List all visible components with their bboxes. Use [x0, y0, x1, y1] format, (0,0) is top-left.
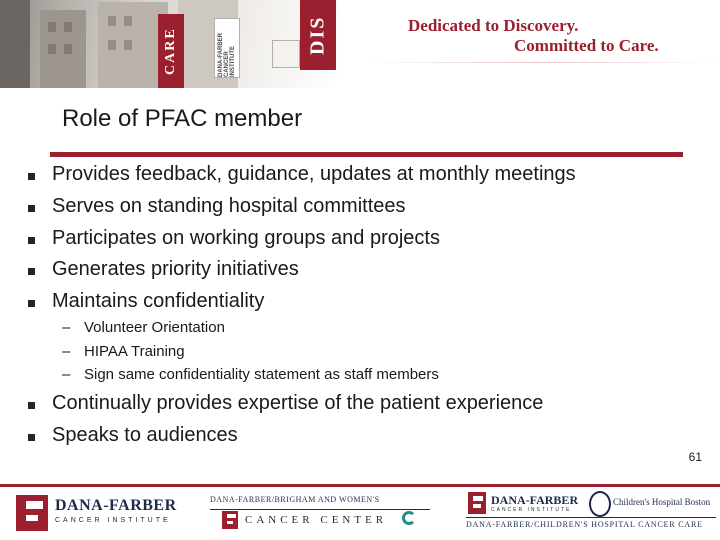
- bullet-item: [0, 289, 720, 321]
- small-sign: [272, 40, 300, 68]
- bullet-marker: [28, 205, 35, 212]
- slide-title: Role of PFAC member: [62, 105, 303, 132]
- building-shape: [40, 10, 86, 88]
- dfbw-rule: [210, 509, 430, 510]
- sub-bullet-text: HIPAA Training: [84, 343, 185, 360]
- childrens-hospital-name: Children's Hospital Boston: [613, 497, 711, 507]
- dfch-rule: [466, 517, 716, 518]
- dfci-logo-icon: [16, 495, 48, 531]
- bullet-text: Speaks to audiences: [52, 424, 238, 446]
- sub-bullet-dash: –: [62, 343, 71, 360]
- window-shape: [108, 40, 116, 50]
- bullet-item: [0, 257, 720, 289]
- banner-care: CARE: [158, 14, 184, 88]
- bullet-text: Maintains confidentiality: [52, 290, 265, 312]
- dfci-small-name: DANA-FARBER: [491, 493, 579, 507]
- building-sign: DANA-FARBER CANCER INSTITUTE: [214, 18, 240, 78]
- bullet-item: [0, 194, 720, 226]
- tagline-divider: [360, 62, 720, 63]
- window-shape: [48, 44, 56, 54]
- bullet-text: Continually provides expertise of the patient experience: [52, 392, 544, 414]
- bullet-marker: [28, 237, 35, 244]
- dfci-small-subtitle: CANCER INSTITUTE: [491, 507, 572, 513]
- dfbw-logo-icon: [222, 511, 238, 529]
- tagline-line1: Dedicated to Discovery.: [408, 16, 579, 35]
- sub-bullet-text: Sign same confidentiality statement as staff members: [84, 366, 439, 383]
- tagline-line2: Committed to Care.: [514, 36, 659, 55]
- dfbw-line2: CANCER CENTER: [245, 514, 388, 526]
- header-banner: [0, 0, 720, 88]
- sub-bullet-dash: –: [62, 319, 71, 336]
- sub-bullet-item: [0, 319, 720, 341]
- bullet-marker: [28, 268, 35, 275]
- sub-bullet-item: [0, 343, 720, 365]
- bullet-item: [0, 162, 720, 194]
- dfci-small-logo-icon: [468, 492, 486, 514]
- bullet-item: [0, 391, 720, 423]
- dfci-subtitle: CANCER INSTITUTE: [55, 517, 171, 524]
- window-shape: [108, 16, 116, 26]
- banner-dis: DIS: [300, 0, 336, 70]
- bullet-item: [0, 226, 720, 258]
- window-shape: [64, 44, 72, 54]
- window-shape: [124, 16, 132, 26]
- dfbw-line1: DANA-FARBER/BRIGHAM AND WOMEN'S: [210, 495, 380, 504]
- sub-bullet-item: [0, 366, 720, 388]
- sub-bullet-text: Volunteer Orientation: [84, 319, 225, 336]
- sub-bullet-dash: –: [62, 366, 71, 383]
- bullet-text: Participates on working groups and projects: [52, 227, 440, 249]
- window-shape: [48, 22, 56, 32]
- building-shape: [0, 0, 30, 88]
- bullet-marker: [28, 300, 35, 307]
- bullet-marker: [28, 402, 35, 409]
- bullet-item: [0, 423, 720, 455]
- bullet-marker: [28, 173, 35, 180]
- footer-logos: [0, 487, 720, 540]
- childrens-seal-icon: [589, 491, 611, 517]
- bwh-swirl-icon: [402, 511, 416, 525]
- bullet-text: Generates priority initiatives: [52, 258, 299, 280]
- window-shape: [64, 22, 72, 32]
- dfci-name: DANA-FARBER: [55, 497, 177, 514]
- dfch-name: DANA-FARBER/CHILDREN'S HOSPITAL CANCER CARE: [466, 520, 703, 529]
- bullet-text: Provides feedback, guidance, updates at monthly meetings: [52, 163, 576, 185]
- bullet-marker: [28, 434, 35, 441]
- bullet-text: Serves on standing hospital committees: [52, 195, 406, 217]
- page-number: 61: [688, 450, 702, 464]
- title-divider: [50, 152, 683, 157]
- building-photo: [0, 0, 338, 88]
- window-shape: [124, 40, 132, 50]
